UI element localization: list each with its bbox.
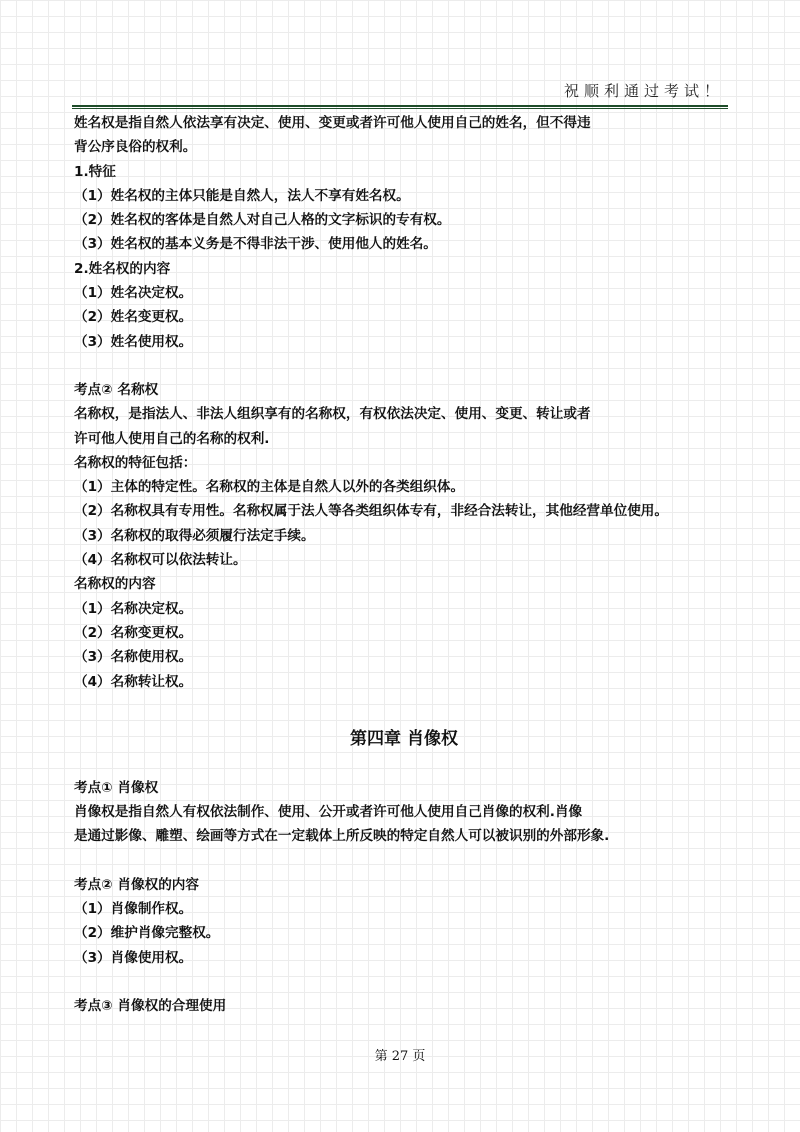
title-right-feature-item: （1）主体的特定性。名称权的主体是自然人以外的各类组织体。 <box>74 479 465 496</box>
portrait-right-heading: 考点① 肖像权 <box>74 779 159 796</box>
name-right-definition-line-1: 姓名权是指自然人依法享有决定、使用、变更或者许可他人使用自己的姓名，但不得违 <box>74 115 591 131</box>
name-right-content-item: （1）姓名决定权。 <box>74 285 193 302</box>
title-right-content-item: （2）名称变更权。 <box>74 624 193 641</box>
title-right-content-title: 名称权的内容 <box>74 576 156 593</box>
portrait-content-item: （2）维护肖像完整权。 <box>74 925 220 942</box>
portrait-fair-use-heading: 考点③ 肖像权的合理使用 <box>74 997 227 1014</box>
spacer <box>74 756 734 776</box>
title-right-features-title: 名称权的特征包括： <box>74 454 197 471</box>
page-content <box>74 111 734 1018</box>
title-right-feature-item: （2）名称权具有专用性。名称权属于法人等各类组织体专有，非经合法转让，其他经营单位使用。 <box>74 503 668 520</box>
portrait-right-definition-line-2: 是通过影像、雕塑、绘画等方式在一定载体上所反映的特定自然人可以被识别的外部形象. <box>74 828 610 845</box>
spacer <box>74 970 734 994</box>
spacer <box>74 694 734 718</box>
title-right-content-item: （4）名称转让权。 <box>74 673 193 690</box>
name-right-feature-item: （3）姓名权的基本义务是不得非法干涉、使用他人的姓名。 <box>74 236 437 253</box>
portrait-content-item: （1）肖像制作权。 <box>74 901 193 918</box>
name-right-features-title: 1.特征 <box>74 163 116 180</box>
title-right-content-item: （1）名称决定权。 <box>74 600 193 617</box>
page-number: 第 27 页 <box>374 1049 426 1064</box>
name-right-content-item: （3）姓名使用权。 <box>74 333 193 350</box>
title-right-feature-item: （3）名称权的取得必须履行法定手续。 <box>74 527 315 544</box>
title-right-feature-item: （4）名称权可以依法转让。 <box>74 552 247 569</box>
title-right-definition-line-2: 许可他人使用自己的名称的权利. <box>74 430 270 447</box>
header-divider <box>72 105 728 107</box>
portrait-right-definition-line-1: 肖像权是指自然人有权依法制作、使用、公开或者许可他人使用自己肖像的权利.肖像 <box>74 804 583 821</box>
name-right-feature-item: （2）姓名权的客体是自然人对自己人格的文字标识的专有权。 <box>74 212 451 229</box>
chapter-title: 第四章 肖像权 <box>350 728 458 749</box>
title-right-content-item: （3）名称使用权。 <box>74 649 193 666</box>
name-right-feature-item: （1）姓名权的主体只能是自然人，法人不享有姓名权。 <box>74 187 410 204</box>
title-right-heading: 考点② 名称权 <box>74 381 159 398</box>
name-right-content-title: 2.姓名权的内容 <box>74 260 171 277</box>
spacer <box>74 354 734 378</box>
spacer <box>74 849 734 873</box>
title-right-definition-line-1: 名称权，是指法人、非法人组织享有的名称权，有权依法决定、使用、变更、转让或者 <box>74 406 591 423</box>
portrait-content-item: （3）肖像使用权。 <box>74 949 193 966</box>
header-motto: 祝顺利通过考试！ <box>563 82 724 100</box>
name-right-definition-line-2: 背公序良俗的权利。 <box>74 139 197 156</box>
portrait-content-heading: 考点② 肖像权的内容 <box>74 876 199 893</box>
name-right-content-item: （2）姓名变更权。 <box>74 309 193 326</box>
